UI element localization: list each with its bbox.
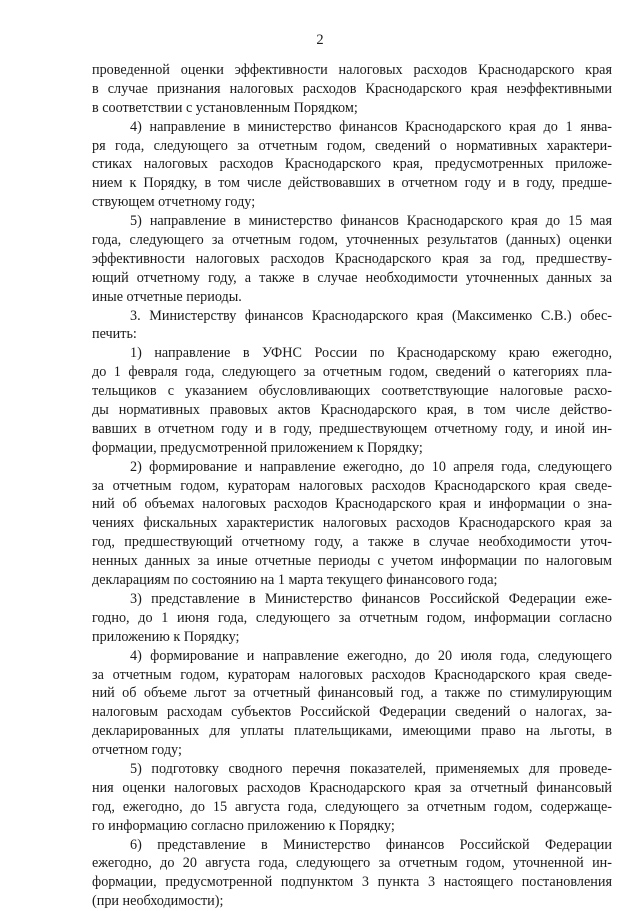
text-line: ежегодно, до 20 августа года, следующего за отчетным годом, уточненной ин- xyxy=(92,855,612,872)
text-line: проведенной оценки эффективности налоговых расходов Краснодарского края xyxy=(92,62,612,78)
text-line: декларированных для уплаты плательщиками, имеющими право на льготы, в xyxy=(92,723,612,740)
text-line: за отчетным годом, кураторам налоговых расходов Краснодарского края сведе- xyxy=(92,477,612,494)
text-line: декларациям по состоянию на 1 марта текущего финансового года; xyxy=(92,572,498,589)
text-line: эффективности налоговых расходов Краснодарского края за год, предшеству- xyxy=(92,250,612,267)
text-line: до 1 февраля года, следующего за отчетным годом, сведений о категориях пла- xyxy=(92,364,612,381)
text-line: 5) подготовку сводного перечня показателей, применяемых для проведе- xyxy=(130,760,612,777)
text-line: иные отчетные периоды. xyxy=(92,288,242,305)
text-line: тельщиков с указанием обусловливающих соответствующие налоговые расхо- xyxy=(92,383,612,400)
text-line: ря года, следующего за отчетным годом, сведений о нормативных характери- xyxy=(92,137,612,154)
text-line: ния оценки налоговых расходов Краснодарского края за отчетный финансовый xyxy=(92,779,612,796)
page-number: 2 xyxy=(316,32,324,48)
text-line: в соответствии с установленным Порядком; xyxy=(92,99,358,116)
body-text xyxy=(92,61,612,911)
text-line: отчетном году; xyxy=(92,742,182,759)
text-line: ний об объемах налоговых расходов Краснодарского края и информации о зна- xyxy=(92,496,612,513)
text-line: 3. Министерству финансов Краснодарского края (Максименко С.В.) обес- xyxy=(130,307,612,324)
text-line: за отчетным годом, кураторам налоговых расходов Краснодарского края сведе- xyxy=(92,666,612,683)
text-line: 1) направление в УФНС России по Краснодарскому краю ежегодно, xyxy=(130,345,612,362)
text-line: печить: xyxy=(92,326,137,343)
text-line: нием к Порядку, в том числе действовавших в отчетном году и в году, предше- xyxy=(92,175,612,192)
text-line: (при необходимости); xyxy=(92,893,224,910)
text-line: налоговым расходам субъектов Российской Федерации сведений о налогах, за- xyxy=(92,704,612,721)
text-line: го информацию согласно приложению к Порядку; xyxy=(92,817,395,834)
text-line: 3) представление в Министерство финансов Российской Федерации еже- xyxy=(130,590,612,607)
text-line: ненных данных за иные отчетные периоды с учетом информации по налоговым xyxy=(92,553,612,570)
text-line: 2) формирование и направление ежегодно, до 10 апреля года, следующего xyxy=(130,458,612,475)
text-line: в случае признания налоговых расходов Краснодарского края неэффективными xyxy=(92,80,612,97)
text-line: 4) направление в министерство финансов Краснодарского края до 1 янва- xyxy=(130,118,612,135)
text-line: год, предшествующий отчетному году, а также в случае необходимости уточ- xyxy=(92,534,612,551)
text-line: 5) направление в министерство финансов Краснодарского края до 15 мая xyxy=(130,213,612,230)
text-line: приложению к Порядку; xyxy=(92,628,240,645)
text-line: ствующем отчетному году; xyxy=(92,194,256,211)
text-line: год, ежегодно, до 15 августа года, следующего за отчетным годом, содержаще- xyxy=(92,798,612,815)
text-line: вавших в отчетном году и в году, предшествующем отчетному году, и иной ин- xyxy=(92,420,612,437)
text-line: формации, предусмотренной приложением к Порядку; xyxy=(92,439,423,456)
text-line: ды нормативных правовых актов Краснодарского края, в том числе действо- xyxy=(92,402,612,419)
text-line: 6) представление в Министерство финансов Российской Федерации xyxy=(130,836,612,853)
text-line: чениях фискальных характеристик налоговых расходов Краснодарского края за xyxy=(92,515,612,532)
text-line: годно, до 1 июня года, следующего за отчетным годом, информации согласно xyxy=(92,609,612,626)
text-line: года, следующего за отчетным годом, уточненных результатов (данных) оценки xyxy=(92,232,612,249)
text-line: формации, предусмотренной подпунктом 3 пункта 3 настоящего постановления xyxy=(92,874,612,891)
text-line: ющий отчетному году, а также в случае необходимости уточненных данных за xyxy=(92,269,612,286)
text-line: 4) формирование и направление ежегодно, до 20 июля года, следующего xyxy=(130,647,612,664)
text-line: ний об объеме льгот за отчетный финансовый год, а также по стимулирующим xyxy=(92,685,612,702)
text-line: стиках налоговых расходов Краснодарского края, предусмотренных приложе- xyxy=(92,156,612,173)
